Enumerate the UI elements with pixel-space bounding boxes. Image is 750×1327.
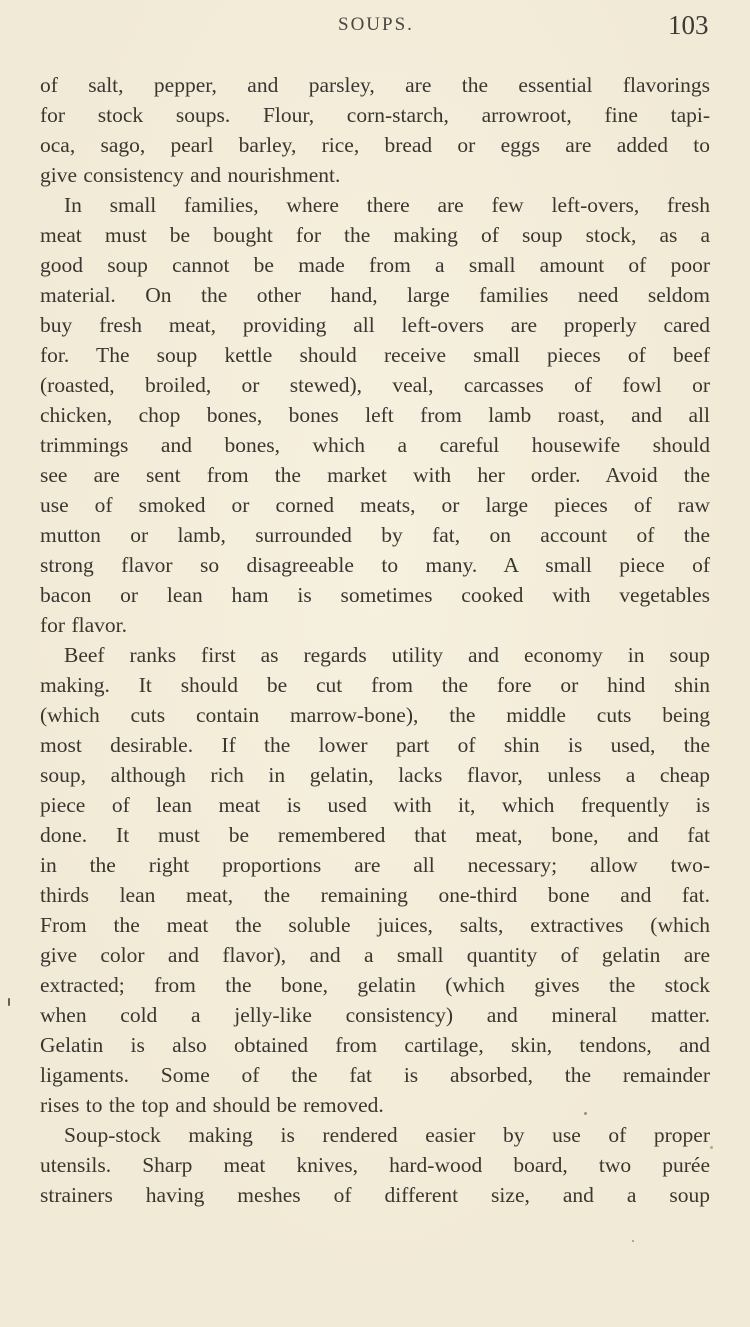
text-line: use of smoked or corned meats, or large pieces of raw bbox=[40, 493, 710, 517]
text-line: chicken, chop bones, bones left from lamb roast, and all bbox=[40, 403, 710, 427]
paragraph-beef bbox=[40, 640, 710, 1120]
text-line: piece of lean meat is used with it, which frequently is bbox=[40, 793, 710, 817]
paper-speck bbox=[8, 998, 10, 1006]
text-line: mutton or lamb, surrounded by fat, on account of the bbox=[40, 523, 710, 547]
text-line: of salt, pepper, and parsley, are the essential flavorings bbox=[40, 73, 710, 97]
text-line: material. On the other hand, large families need seldom bbox=[40, 283, 710, 307]
text-line: In small families, where there are few left-overs, fresh bbox=[64, 193, 710, 217]
text-line: strainers having meshes of different size, and a soup bbox=[40, 1183, 710, 1207]
text-line: good soup cannot be made from a small amount of poor bbox=[40, 253, 710, 277]
text-line: for. The soup kettle should receive small pieces of beef bbox=[40, 343, 710, 367]
text-line: trimmings and bones, which a careful housewife should bbox=[40, 433, 710, 457]
text-line: From the meat the soluble juices, salts, extractives (which bbox=[40, 913, 710, 937]
text-line: for stock soups. Flour, corn-starch, arrowroot, fine tapi- bbox=[40, 103, 710, 127]
running-header bbox=[0, 10, 750, 40]
text-line: see are sent from the market with her order. Avoid the bbox=[40, 463, 710, 487]
section-title: SOUPS. bbox=[338, 14, 414, 35]
text-line: buy fresh meat, providing all left-overs are properly cared bbox=[40, 313, 710, 337]
paragraph-utensils bbox=[40, 1120, 710, 1210]
text-line: Soup-stock making is rendered easier by use of proper bbox=[64, 1123, 710, 1147]
text-line: soup, although rich in gelatin, lacks flavor, unless a cheap bbox=[40, 763, 710, 787]
text-line: for flavor. bbox=[40, 613, 127, 637]
text-line: bacon or lean ham is sometimes cooked with vegetables bbox=[40, 583, 710, 607]
text-line: when cold a jelly-like consistency) and mineral matter. bbox=[40, 1003, 710, 1027]
text-line: oca, sago, pearl barley, rice, bread or eggs are added to bbox=[40, 133, 710, 157]
text-line: meat must be bought for the making of soup stock, as a bbox=[40, 223, 710, 247]
text-line: Beef ranks first as regards utility and economy in soup bbox=[64, 643, 710, 667]
text-line: utensils. Sharp meat knives, hard-wood board, two purée bbox=[40, 1153, 710, 1177]
paper-speck bbox=[632, 1240, 634, 1242]
text-line: strong flavor so disagreeable to many. A small piece of bbox=[40, 553, 710, 577]
text-line: (roasted, broiled, or stewed), veal, carcasses of fowl or bbox=[40, 373, 710, 397]
text-line: done. It must be remembered that meat, bone, and fat bbox=[40, 823, 710, 847]
text-line: most desirable. If the lower part of shin is used, the bbox=[40, 733, 710, 757]
text-line: in the right proportions are all necessary; allow two- bbox=[40, 853, 710, 877]
paper-speck bbox=[710, 1146, 713, 1149]
text-line: rises to the top and should be removed. bbox=[40, 1093, 384, 1117]
text-line: making. It should be cut from the fore or hind shin bbox=[40, 673, 710, 697]
text-line: thirds lean meat, the remaining one-third bone and fat. bbox=[40, 883, 710, 907]
paragraph-flavorings bbox=[40, 70, 710, 190]
text-line: give color and flavor), and a small quantity of gelatin are bbox=[40, 943, 710, 967]
text-line: ligaments. Some of the fat is absorbed, the remainder bbox=[40, 1063, 710, 1087]
paper-speck bbox=[584, 1112, 587, 1115]
text-line: give consistency and nourishment. bbox=[40, 163, 341, 187]
paragraph-small-families bbox=[40, 190, 710, 640]
text-line: (which cuts contain marrow-bone), the middle cuts being bbox=[40, 703, 710, 727]
page-number: 103 bbox=[668, 10, 709, 40]
text-line: Gelatin is also obtained from cartilage, skin, tendons, and bbox=[40, 1033, 710, 1057]
body-text bbox=[40, 70, 710, 1210]
text-line: extracted; from the bone, gelatin (which gives the stock bbox=[40, 973, 710, 997]
